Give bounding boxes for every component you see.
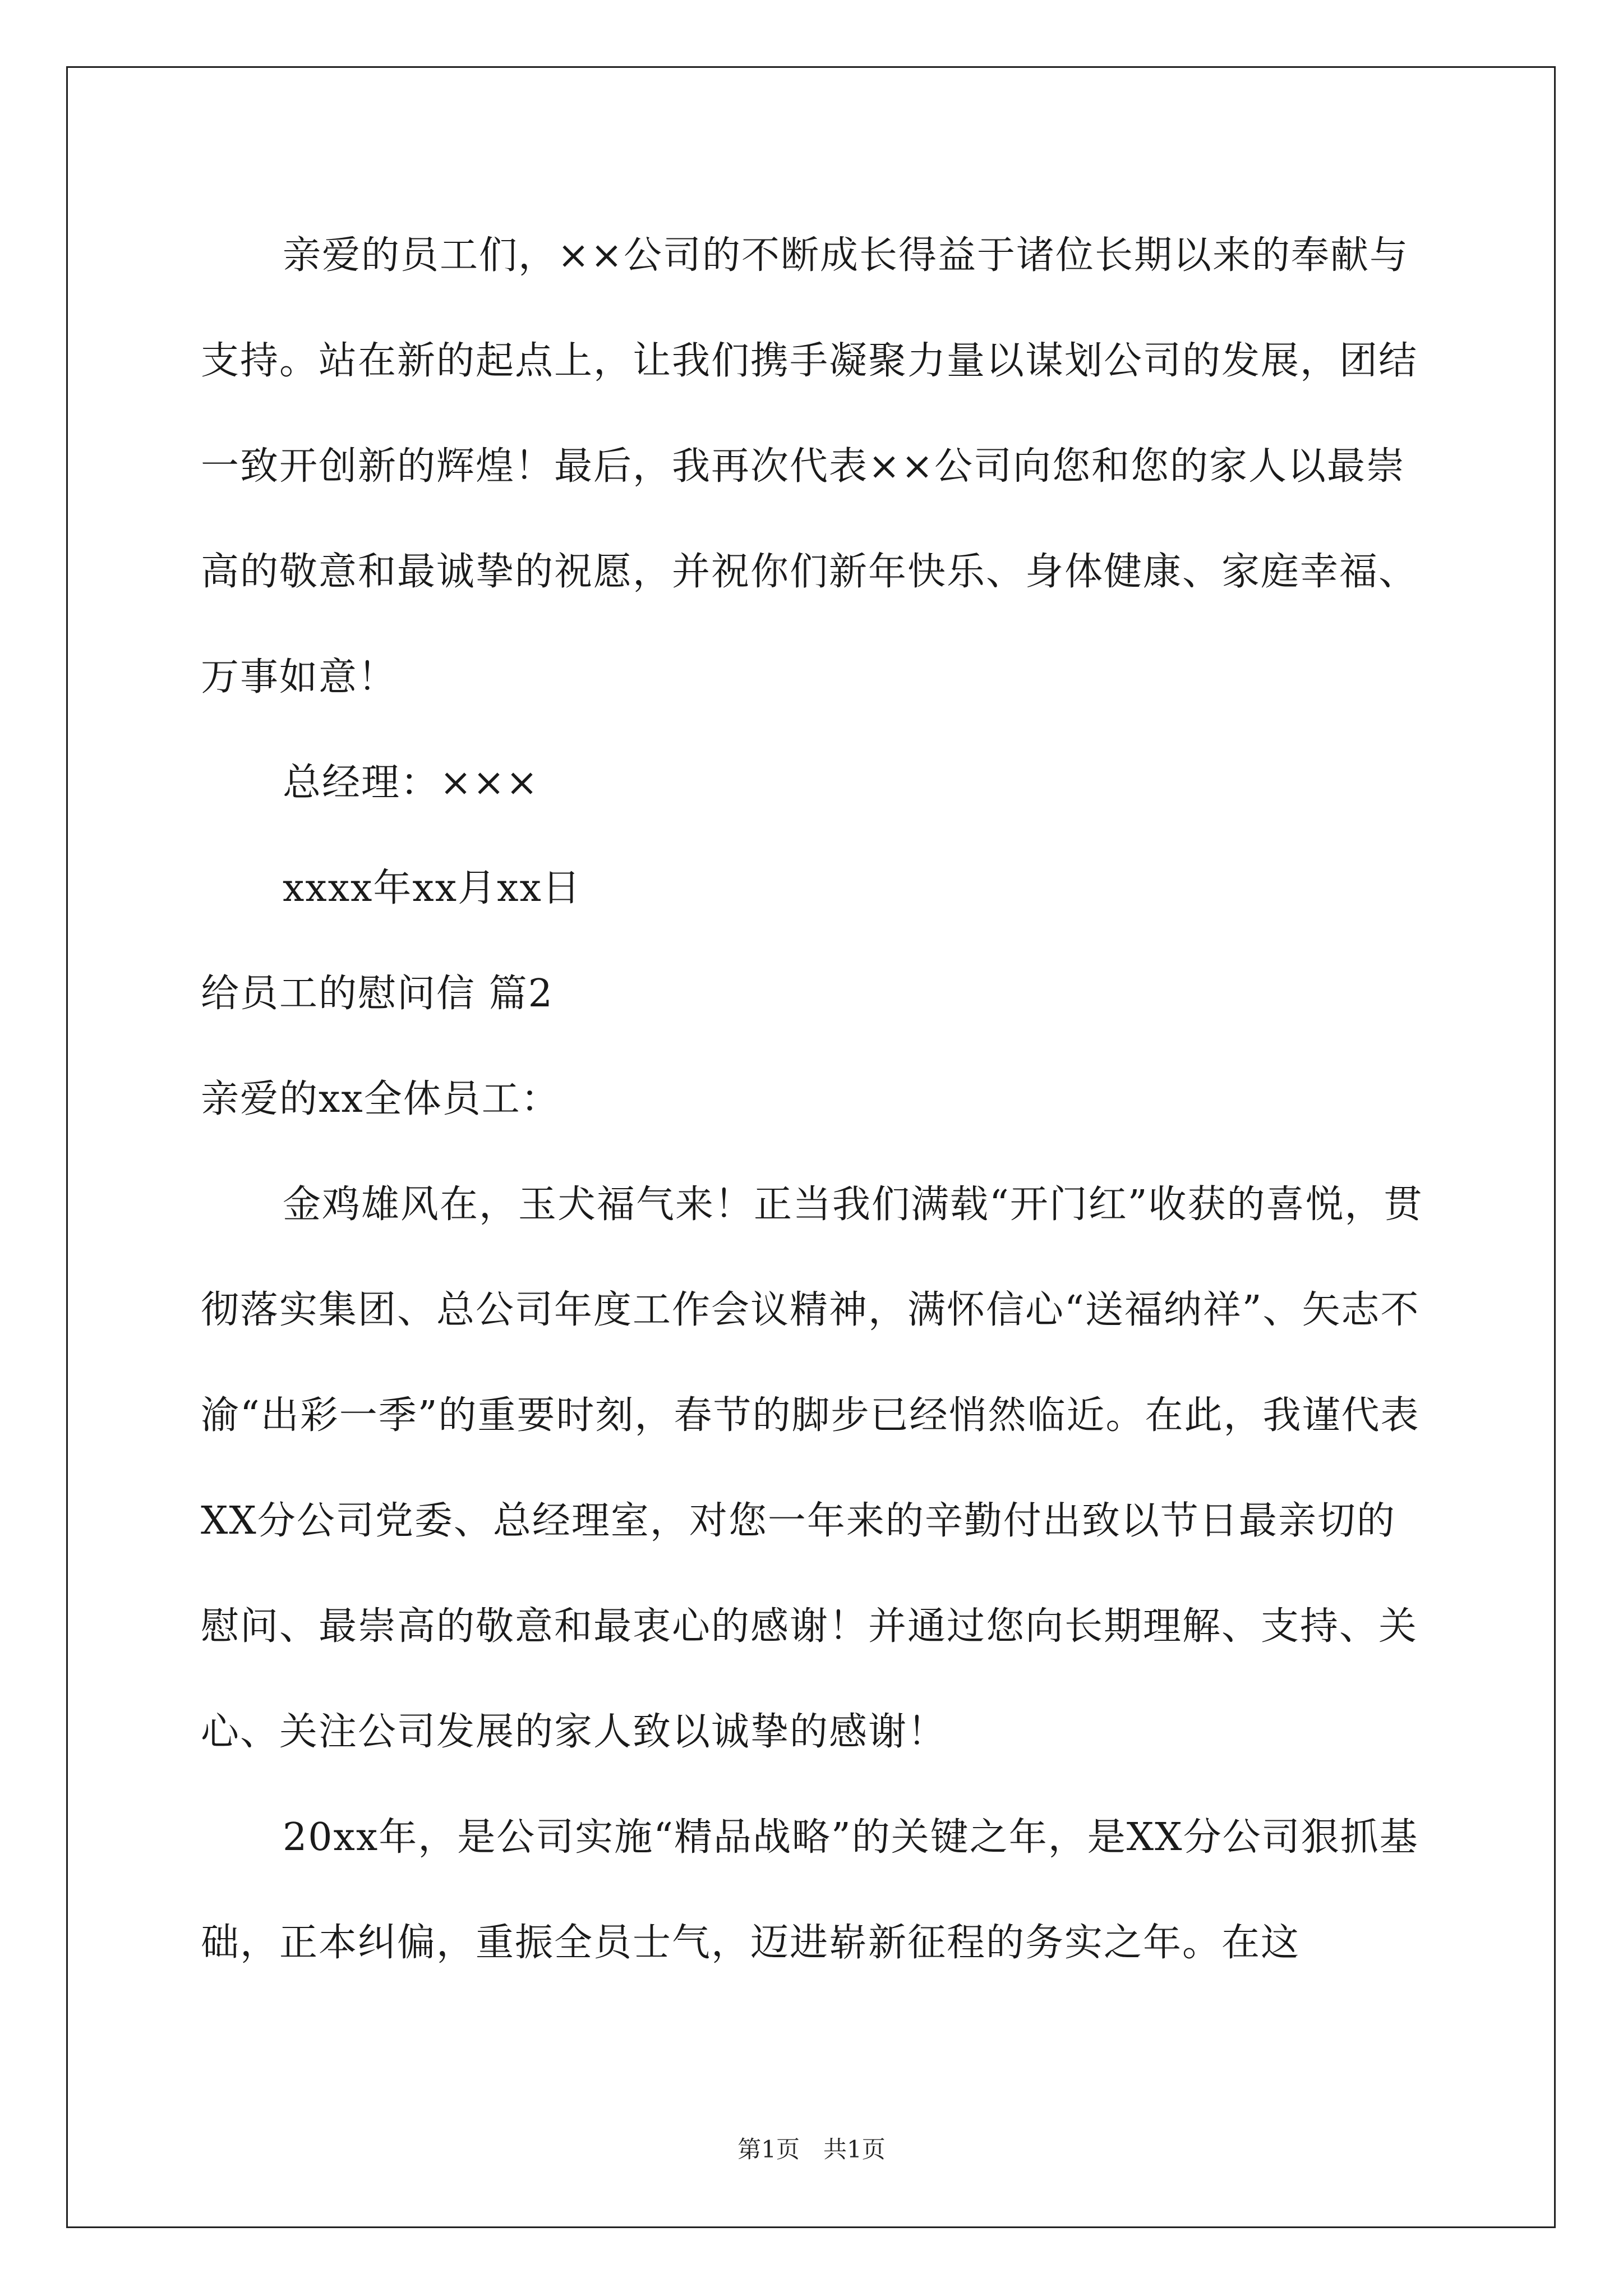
document-body xyxy=(201,203,1423,1996)
section-heading: 给员工的慰问信 篇2 xyxy=(201,972,554,1016)
page-footer: 第1页 共1页 xyxy=(737,2136,886,2163)
paragraph-closing: 亲爱的员工们，××公司的不断成长得益于诸位长期以来的奉献与支持。站在新的起点上，让我们携手凝聚力量以谋划公司的发展，团结一致开创新的辉煌！最后，我再次代表××公司向您和您的家人以最崇高的敬意和最诚挚的祝愿，并祝你们新年快乐、身体健康、家庭幸福、万事如意！ xyxy=(201,233,1418,700)
signature-line: 总经理：××× xyxy=(283,761,539,805)
paragraph-greeting: 金鸡雄风在，玉犬福气来！正当我们满载“开门红”收获的喜悦，贯彻落实集团、总公司年度工作会议精神，满怀信心“送福纳祥”、矢志不渝“出彩一季”的重要时刻，春节的脚步已经悄然临近。在此，我谨代表XX分公司党委、总经理室，对您一年来的辛勤付出致以节日最亲切的慰问、最崇高的敬意和最衷心的感谢！并通过您向长期理解、支持、关心、关注公司发展的家人致以诚挚的感谢！ xyxy=(201,1182,1423,1754)
paragraph-year-review: 20xx年，是公司实施“精品战略”的关键之年，是XX分公司狠抓基础，正本纠偏，重振全员士气，迈进崭新征程的务实之年。在这 xyxy=(201,1815,1419,1965)
date-line: xxxx年xx月xx日 xyxy=(283,866,582,910)
salutation: 亲爱的xx全体员工： xyxy=(201,1077,560,1121)
